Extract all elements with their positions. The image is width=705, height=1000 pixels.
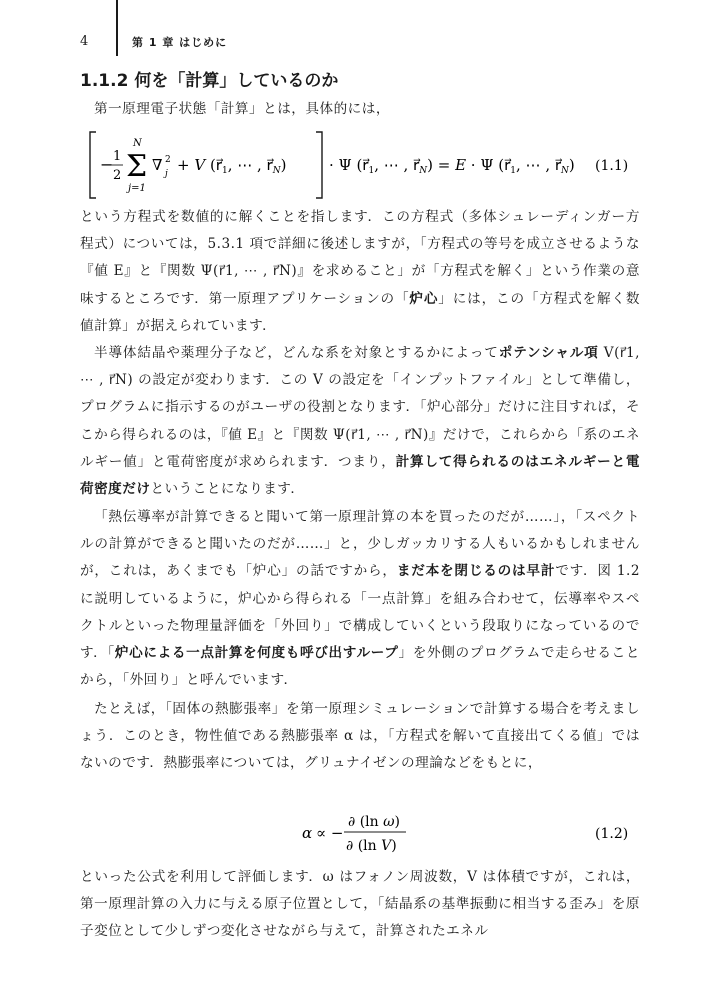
equation-1-2-label: (1.2)	[595, 826, 629, 842]
svg-text:∝ −: ∝ −	[316, 824, 344, 842]
page-number: 4	[80, 34, 89, 49]
svg-text:α: α	[302, 824, 313, 842]
paragraph-4: 「熱伝導率が計算できると聞いて第一原理計算の本を買ったのだが……」，「スペクトルの計算ができると聞いたのだが……」と，少しガッカリする人もいるかもしれませんが，これは，あくまでも「炉心」の話ですから，まだ本を閉じるのは早計です．図 1.2 に説明しているように，炉心から得られる「一点計算」を組み合わせて，伝導率やスペクトルといった物理量評価を「外回り」で構成していくという段取りになっているのです．「炉心による一点計算を何度も呼び出すループ」を外側のプログラムで走らせることから，「外回り」と呼んでいます．	[80, 509, 641, 689]
svg-text:2: 2	[165, 155, 171, 165]
header-rule	[116, 0, 118, 56]
svg-text:N: N	[133, 138, 142, 149]
paragraph-5: たとえば，「固体の熱膨張率」を第一原理シミュレーションで計算する場合を考えましょう．このとき，物性値である熱膨張率 α は，「方程式を解いて直接出てくる値」ではないのです．熱膨張率については，グリュナイゼンの理論などをもとに，	[80, 701, 640, 772]
intro-paragraph: 第一原理電子状態「計算」とは，具体的には，	[94, 101, 390, 117]
svg-text:2: 2	[113, 168, 122, 183]
paragraph-6: といった公式を利用して評価します．ω はフォノン周波数，V は体積ですが，これは，第一原理計算の入力に与える原子位置として，「結晶系の基準振動に相当する歪み」を原子変位として少しずつ変化させながら与えて，計算されたエネル	[80, 869, 640, 940]
equation-1-1	[80, 128, 640, 202]
svg-text:−: −	[100, 155, 114, 174]
svg-text:∇: ∇	[152, 156, 163, 174]
running-head: 第 1 章 はじめに	[132, 36, 228, 49]
svg-text:· Ψ (r⃗1, ⋯ , r⃗N) = E · Ψ (r⃗: · Ψ ($r⃗_1$, ⋯ , $r⃗_N) = E \cdot \Psi$ ($r⃗_1$, ⋯ , $r⃗_N$)	[329, 156, 575, 176]
svg-text:Σ: Σ	[126, 149, 148, 184]
svg-text:+ V (r⃗1, ⋯ , r⃗N): + V ($r⃗_1$, ⋯ , $r⃗_N$)	[177, 156, 287, 176]
svg-text:j=1: j=1	[128, 183, 146, 194]
paragraph-2: という方程式を数値的に解くことを指します．この方程式（多体シュレーディンガー方程式）については，5.3.1 項で詳細に後述しますが，「方程式の等号を成立させるような『値 E』と『関数 Ψ(r⃗1, ⋯ , r⃗N)』を求めること」が「方程式を解く」という作業の意味するところです．第一原理アプリケーションの「炉心」には，この「方程式を解く数値計算」が据えられています．	[80, 209, 641, 334]
equation-1-2	[80, 806, 640, 860]
svg-text:∂ (ln V): ∂ (ln V)	[346, 838, 397, 854]
svg-text:1: 1	[113, 149, 122, 164]
equation-1-1-label: (1.1)	[595, 158, 629, 174]
svg-text:j: j	[165, 169, 168, 179]
paragraph-3: 半導体結晶や薬理分子など，どんな系を対象とするかによってポテンシャル項 V(r⃗1, ⋯ , r⃗N) の設定が変わります．この V の設定を「インプットファイル」として準備し，プログラムに指示するのがユーザの役割となります．「炉心部分」だけに注目すれば，そこから得られるのは，『値 E』と『関数 Ψ(r⃗1, ⋯ , r⃗N)』だけで，これらから「系のエネルギー値」と電荷密度が求められます．つまり，計算して得られるのはエネルギーと電荷密度だけということになります．	[80, 345, 640, 498]
svg-text:∂ (ln ω): ∂ (ln ω)	[348, 814, 400, 830]
section-title: 1.1.2 何を「計算」しているのか	[80, 71, 339, 91]
